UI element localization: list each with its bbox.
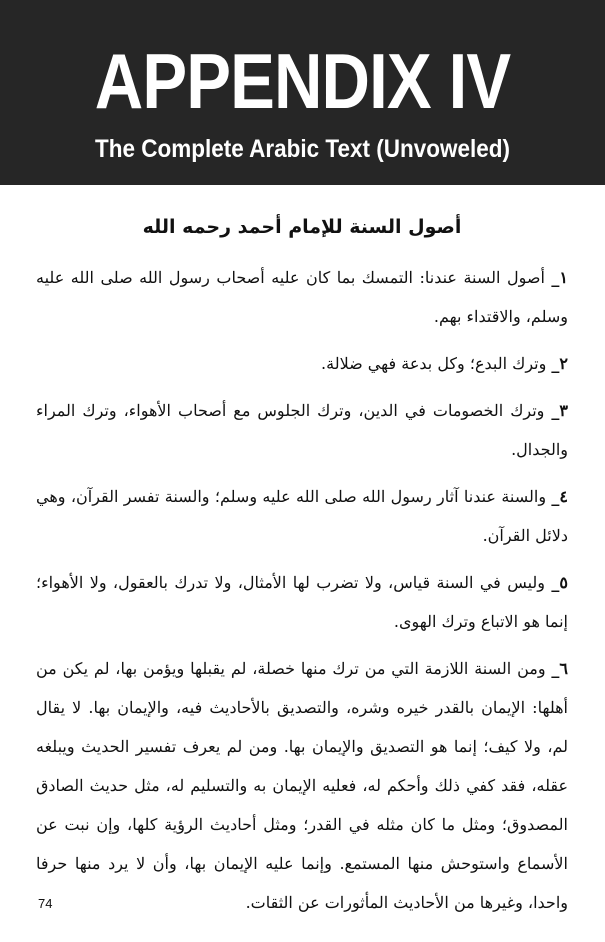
- paragraph: [36, 563, 568, 641]
- paragraph-text: وترك البدع؛ وكل بدعة فهي ضلالة.: [321, 354, 552, 373]
- section-heading: أصول السنة للإمام أحمد رحمه الله: [142, 216, 462, 238]
- paragraph-number: ٤_: [551, 487, 568, 506]
- paragraph-number: ٣_: [551, 401, 568, 420]
- paragraph-text: وليس في السنة قياس، ولا تضرب لها الأمثال، ولا تدرك بالعقول، ولا الأهواء؛ إنما هو الاتباع وترك الهوى.: [36, 573, 568, 631]
- paragraph-text: أصول السنة عندنا: التمسك بما كان عليه أصحاب رسول الله صلى الله عليه وسلم، والاقتداء بهم.: [36, 268, 568, 326]
- chapter-banner: [0, 0, 605, 185]
- paragraph: [36, 258, 568, 336]
- paragraph-text: والسنة عندنا آثار رسول الله صلى الله عليه وسلم؛ والسنة تفسر القرآن، وهي دلائل القرآن.: [36, 487, 568, 545]
- paragraph: [36, 477, 568, 555]
- arabic-text-body: [36, 210, 568, 930]
- paragraph: [36, 391, 568, 469]
- chapter-title: APPENDIX IV: [94, 37, 511, 125]
- chapter-subtitle: The Complete Arabic Text (Unvoweled): [94, 135, 511, 163]
- paragraph-number: ٥_: [551, 573, 568, 592]
- paragraph-number: ٢_: [551, 354, 568, 373]
- paragraph: [36, 649, 568, 922]
- paragraph-text: وترك الخصومات في الدين، وترك الجلوس مع أصحاب الأهواء، وترك المراء والجدال.: [36, 401, 568, 459]
- paragraph-number: ٦_: [551, 659, 568, 678]
- paragraph-number: ١_: [551, 268, 568, 287]
- page-number: 74: [38, 896, 53, 911]
- paragraph-text: ومن السنة اللازمة التي من ترك منها خصلة، لم يقبلها ويؤمن بها، لم يكن من أهلها: الإيمان بالقدر خيره وشره، والتصديق بالأحاديث فيه، والإيمان بها. لا يقال لم، ولا كيف؛ إنما هو التصديق والإيمان بها. ومن لم يعرف تفسير الحديث ويبلغه عقله، فقد كفي ذلك وأحكم له، فعليه الإيمان به والتسليم له، مثل حديث الصادق المصدوق؛ ومثل ما كان مثله في القدر؛ ومثل أحاديث الرؤية كلها، وإن نبت عن الأسماع واستوحش منها المستمع. وإنما عليه الإيمان بها، وأن لا يرد منها حرفا واحدا، وغيرها من الأحاديث المأثورات عن الثقات.: [36, 659, 569, 912]
- paragraph: [36, 344, 568, 383]
